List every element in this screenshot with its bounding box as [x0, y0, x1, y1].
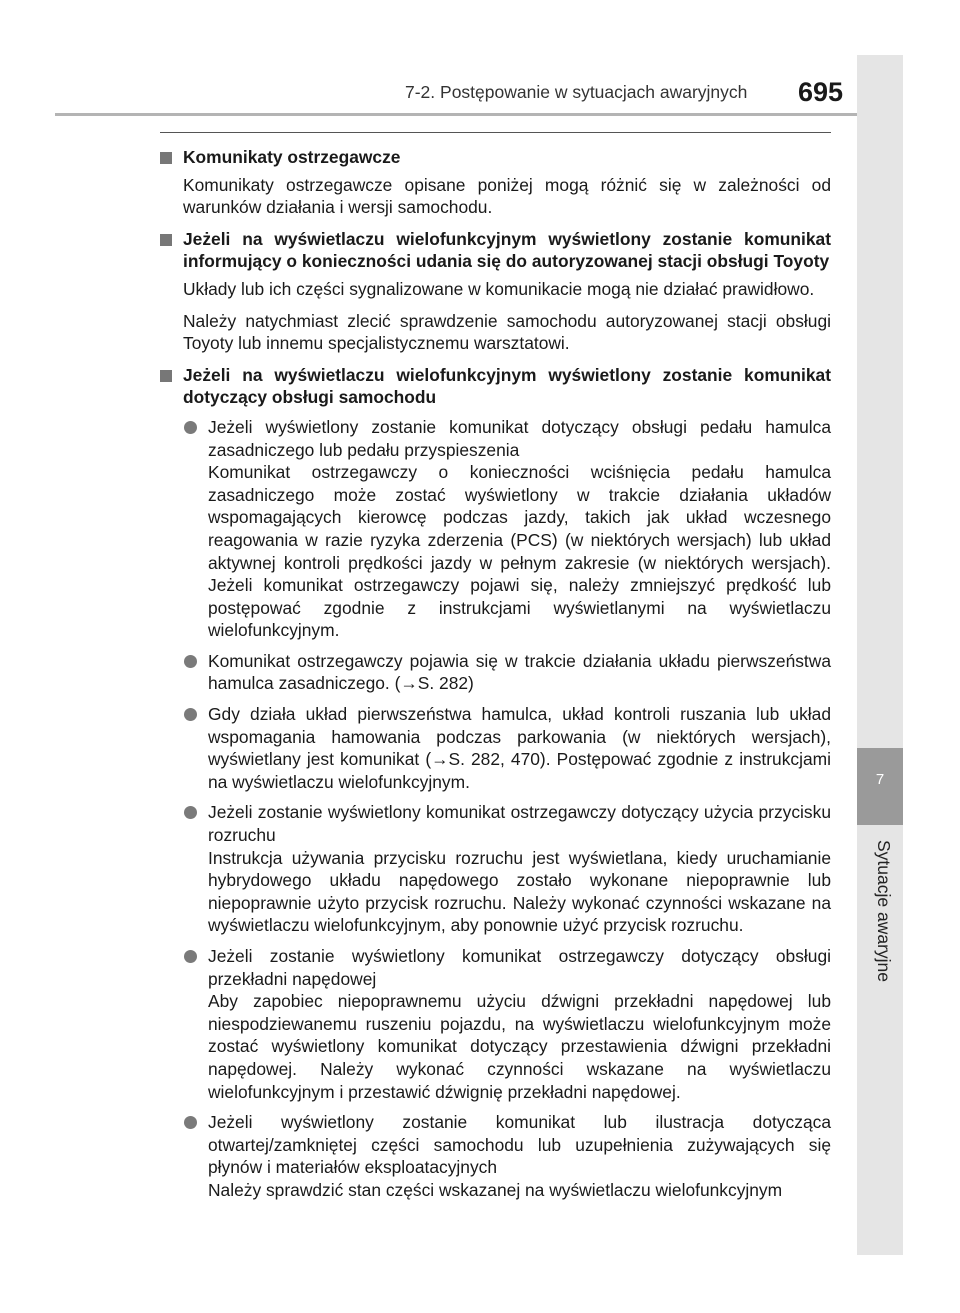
paragraph: Komunikaty ostrzegawcze opisane poniżej mogą różnić się w zależności od warunków działania i wersji samochodu. [183, 174, 831, 218]
section-heading-vehicle-operation: Jeżeli na wyświetlaczu wielofunkcyjnym wyświetlony zostanie komunikat dotyczący obsługi samochodu [160, 364, 831, 409]
header-rule [55, 113, 903, 116]
round-bullet-icon [184, 806, 197, 819]
section-heading-warning-messages: Komunikaty ostrzegawcze [160, 146, 831, 169]
page-number: 695 [798, 77, 844, 107]
square-bullet-icon [160, 234, 172, 246]
round-bullet-icon [184, 1116, 197, 1129]
round-bullet-icon [184, 655, 197, 668]
list-item: Jeżeli zostanie wyświetlony komunikat ostrzegawczy dotyczący użycia przycisku rozruchu Instrukcja używania przycisku rozruchu jest wyświetlana, kiedy uruchamianie hybrydowego układu napędowego zostało wykonane niepoprawnie lub niepoprawnie użyto przycisk rozruchu. Należy wykonać czynności wskazane na wyświetlaczu wielofunkcyjnym, aby ponownie użyć przycisk rozruchu. [160, 801, 831, 937]
section-heading-service-station: Jeżeli na wyświetlaczu wielofunkcyjnym wyświetlony zostanie komunikat informujący o konieczności udania się do autoryzowanej stacji obsługi Toyoty [160, 228, 831, 273]
square-bullet-icon [160, 370, 172, 382]
section-title: 7-2. Postępowanie w sytuacjach awaryjnych [405, 82, 748, 102]
round-bullet-icon [184, 421, 197, 434]
content-top-rule [160, 132, 831, 133]
chapter-number: 7 [875, 771, 885, 788]
paragraph: Układy lub ich części sygnalizowane w komunikacie mogą nie działać prawidłowo. [183, 278, 815, 299]
round-bullet-icon [184, 950, 197, 963]
chapter-side-tab [857, 55, 903, 1255]
list-item: Jeżeli wyświetlony zostanie komunikat lub ilustracja dotycząca otwartej/zamkniętej części samochodu lub uzupełnienia zużywających się płynów i materiałów eksploatacyjnych Należy sprawdzić stan części wskazanej na wyświetlaczu wielofunkcyjnym [160, 1111, 831, 1201]
square-bullet-icon [160, 152, 172, 164]
list-item: Gdy działa układ pierwszeństwa hamulca, układ kontroli ruszania lub układ wspomagania hamowania podczas parkowania (w niektórych wersjach), wyświetlany jest komunikat (→S. 282, 470). Postępować zgodnie z instrukcjami na wyświetlaczu wielofunkcyjnym. [160, 703, 831, 793]
list-item: Jeżeli wyświetlony zostanie komunikat dotyczący obsługi pedału hamulca zasadniczego lub pedału przyspieszenia Komunikat ostrzegawczy o konieczności wciśnięcia pedału hamulca zasadniczego może zostać wyświetlony w trakcie działania układów wspomagających kierowcę podczas jazdy, takich jak układ wczesnego reagowania w razie ryzyka zderzenia (PCS) (w niektórych wersjach) lub układ aktywnej kontroli prędkości jazdy w pełnym zakresie (w niektórych wersjach). Jeżeli komunikat ostrzegawczy pojawi się, należy zmniejszyć prędkość lub postępować zgodnie z instrukcjami wyświetlanymi na wyświetlaczu wielofunkcyjnym. [160, 416, 831, 642]
round-bullet-icon [184, 708, 197, 721]
list-item: Komunikat ostrzegawczy pojawia się w trakcie działania układu pierwszeństwa hamulca zasadniczego. (→S. 282) [160, 650, 831, 695]
page-content [160, 140, 831, 1202]
chapter-label: Sytuacje awaryjne [874, 840, 894, 983]
paragraph: Należy natychmiast zlecić sprawdzenie samochodu autoryzowanej stacji obsługi Toyoty lub innemu specjalistycznemu warsztatowi. [183, 310, 831, 354]
list-item: Jeżeli zostanie wyświetlony komunikat ostrzegawczy dotyczący obsługi przekładni napędowej Aby zapobiec niepoprawnemu użyciu dźwigni przekładni napędowej lub niespodziewanemu ruszeniu pojazdu, na wyświetlaczu wielofunkcyjnym może zostać wyświetlony komunikat dotyczący przestawienia dźwigni przekładni napędowej. Należy wykonać czynności wskazane na wyświetlaczu wielofunkcyjnym i przestawić dźwignię przekładni napędowej. [160, 945, 831, 1103]
